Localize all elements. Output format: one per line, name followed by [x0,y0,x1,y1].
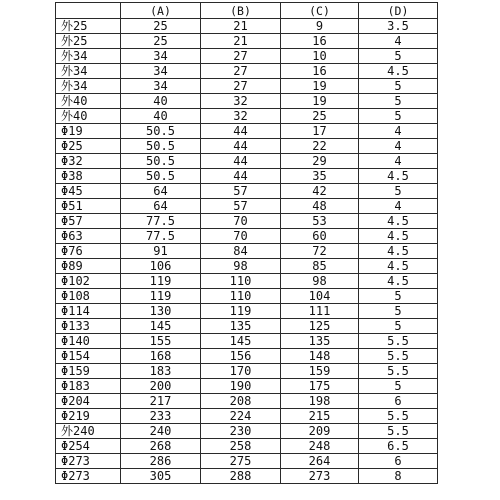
cell-d: 6 [359,454,438,469]
cell-a: 50.5 [121,124,201,139]
cell-d: 8 [359,469,438,484]
table-row [56,259,438,274]
cell-c: 135 [281,334,359,349]
cell-d: 4.5 [359,169,438,184]
cell-d: 5.5 [359,334,438,349]
cell-a: 145 [121,319,201,334]
table-row [56,79,438,94]
cell-b: 70 [201,229,281,244]
cell-d: 3.5 [359,19,438,34]
cell-a: 305 [121,469,201,484]
cell-b: 27 [201,64,281,79]
table-row [56,439,438,454]
cell-size: Φ19 [56,124,121,139]
cell-c: 10 [281,49,359,64]
cell-a: 217 [121,394,201,409]
cell-size: 外25 [56,19,121,34]
cell-c: 19 [281,79,359,94]
cell-c: 53 [281,214,359,229]
cell-a: 77.5 [121,229,201,244]
cell-b: 288 [201,469,281,484]
header-c: (C) [281,3,359,19]
cell-a: 155 [121,334,201,349]
dimension-table [55,2,438,484]
cell-c: 198 [281,394,359,409]
table-row [56,154,438,169]
cell-b: 21 [201,34,281,49]
cell-c: 60 [281,229,359,244]
cell-a: 34 [121,49,201,64]
cell-a: 240 [121,424,201,439]
cell-c: 273 [281,469,359,484]
cell-d: 5 [359,304,438,319]
cell-b: 119 [201,304,281,319]
cell-b: 208 [201,394,281,409]
cell-c: 85 [281,259,359,274]
cell-a: 106 [121,259,201,274]
cell-b: 32 [201,94,281,109]
table-row [56,379,438,394]
cell-d: 5 [359,109,438,124]
table-row [56,394,438,409]
table-row [56,229,438,244]
cell-d: 4 [359,199,438,214]
cell-c: 159 [281,364,359,379]
table-row [56,214,438,229]
cell-c: 264 [281,454,359,469]
cell-size: 外240 [56,424,121,439]
cell-a: 233 [121,409,201,424]
cell-b: 44 [201,154,281,169]
cell-c: 17 [281,124,359,139]
cell-a: 40 [121,94,201,109]
cell-d: 4 [359,34,438,49]
cell-a: 130 [121,304,201,319]
cell-c: 16 [281,34,359,49]
table-row [56,409,438,424]
cell-d: 4.5 [359,244,438,259]
cell-d: 5.5 [359,364,438,379]
cell-c: 215 [281,409,359,424]
cell-size: Φ114 [56,304,121,319]
cell-c: 29 [281,154,359,169]
table-row [56,184,438,199]
cell-b: 44 [201,139,281,154]
cell-b: 70 [201,214,281,229]
cell-size: Φ25 [56,139,121,154]
cell-d: 4.5 [359,64,438,79]
table-row [56,424,438,439]
cell-a: 200 [121,379,201,394]
cell-size: Φ133 [56,319,121,334]
header-b: (B) [201,3,281,19]
cell-d: 4.5 [359,274,438,289]
cell-size: Φ63 [56,229,121,244]
cell-b: 44 [201,169,281,184]
table-row [56,304,438,319]
cell-size: Φ89 [56,259,121,274]
cell-a: 91 [121,244,201,259]
cell-a: 25 [121,34,201,49]
cell-a: 183 [121,364,201,379]
cell-a: 77.5 [121,214,201,229]
cell-c: 175 [281,379,359,394]
cell-size: Φ108 [56,289,121,304]
cell-b: 84 [201,244,281,259]
table-row [56,169,438,184]
cell-c: 111 [281,304,359,319]
cell-a: 286 [121,454,201,469]
table-row [56,34,438,49]
cell-a: 25 [121,19,201,34]
cell-b: 27 [201,49,281,64]
table-row [56,244,438,259]
cell-a: 50.5 [121,139,201,154]
cell-c: 72 [281,244,359,259]
cell-b: 110 [201,274,281,289]
cell-a: 64 [121,184,201,199]
cell-a: 64 [121,199,201,214]
cell-d: 5 [359,289,438,304]
cell-c: 25 [281,109,359,124]
cell-b: 110 [201,289,281,304]
cell-d: 4 [359,139,438,154]
cell-c: 148 [281,349,359,364]
cell-size: Φ57 [56,214,121,229]
cell-b: 230 [201,424,281,439]
header-size [56,3,121,19]
cell-c: 104 [281,289,359,304]
cell-size: Φ159 [56,364,121,379]
cell-size: Φ183 [56,379,121,394]
cell-b: 98 [201,259,281,274]
cell-size: Φ273 [56,469,121,484]
table-row [56,49,438,64]
cell-size: 外40 [56,94,121,109]
cell-b: 170 [201,364,281,379]
table-row [56,289,438,304]
cell-size: Φ140 [56,334,121,349]
cell-d: 4 [359,124,438,139]
cell-d: 5 [359,379,438,394]
cell-b: 32 [201,109,281,124]
cell-size: Φ102 [56,274,121,289]
cell-d: 5 [359,94,438,109]
cell-c: 48 [281,199,359,214]
cell-b: 57 [201,199,281,214]
table-row [56,124,438,139]
cell-size: 外40 [56,109,121,124]
cell-b: 224 [201,409,281,424]
cell-d: 5 [359,49,438,64]
cell-c: 98 [281,274,359,289]
table-row [56,64,438,79]
cell-a: 119 [121,274,201,289]
header-a: (A) [121,3,201,19]
table-row [56,334,438,349]
cell-d: 5 [359,184,438,199]
cell-size: Φ32 [56,154,121,169]
cell-size: Φ154 [56,349,121,364]
cell-d: 4 [359,154,438,169]
table-row [56,469,438,484]
cell-c: 22 [281,139,359,154]
table-row [56,364,438,379]
table-body [56,19,438,484]
cell-d: 5.5 [359,349,438,364]
cell-b: 135 [201,319,281,334]
cell-size: Φ38 [56,169,121,184]
cell-size: 外34 [56,79,121,94]
cell-size: Φ219 [56,409,121,424]
cell-size: Φ254 [56,439,121,454]
table-row [56,199,438,214]
table-row [56,349,438,364]
table-row [56,19,438,34]
cell-d: 5.5 [359,424,438,439]
cell-b: 275 [201,454,281,469]
cell-c: 35 [281,169,359,184]
cell-b: 27 [201,79,281,94]
cell-size: 外34 [56,64,121,79]
cell-b: 258 [201,439,281,454]
table-row [56,454,438,469]
cell-size: 外34 [56,49,121,64]
cell-b: 57 [201,184,281,199]
cell-d: 4.5 [359,214,438,229]
cell-b: 145 [201,334,281,349]
cell-a: 50.5 [121,154,201,169]
cell-a: 34 [121,79,201,94]
cell-size: Φ51 [56,199,121,214]
table-row [56,94,438,109]
cell-d: 4.5 [359,229,438,244]
header-row [56,3,438,19]
cell-b: 156 [201,349,281,364]
cell-d: 5 [359,319,438,334]
spec-sheet [55,2,437,484]
cell-a: 40 [121,109,201,124]
cell-size: Φ273 [56,454,121,469]
cell-size: 外25 [56,34,121,49]
cell-d: 5 [359,79,438,94]
cell-c: 9 [281,19,359,34]
cell-b: 21 [201,19,281,34]
cell-size: Φ45 [56,184,121,199]
cell-size: Φ204 [56,394,121,409]
cell-a: 50.5 [121,169,201,184]
header-d: (D) [359,3,438,19]
cell-b: 190 [201,379,281,394]
cell-d: 6 [359,394,438,409]
table-row [56,139,438,154]
table-row [56,319,438,334]
cell-b: 44 [201,124,281,139]
cell-d: 6.5 [359,439,438,454]
cell-c: 209 [281,424,359,439]
cell-d: 5.5 [359,409,438,424]
cell-c: 125 [281,319,359,334]
cell-a: 34 [121,64,201,79]
cell-size: Φ76 [56,244,121,259]
cell-a: 168 [121,349,201,364]
table-row [56,274,438,289]
cell-d: 4.5 [359,259,438,274]
cell-c: 19 [281,94,359,109]
cell-a: 119 [121,289,201,304]
table-row [56,109,438,124]
cell-c: 16 [281,64,359,79]
cell-a: 268 [121,439,201,454]
cell-c: 248 [281,439,359,454]
cell-c: 42 [281,184,359,199]
